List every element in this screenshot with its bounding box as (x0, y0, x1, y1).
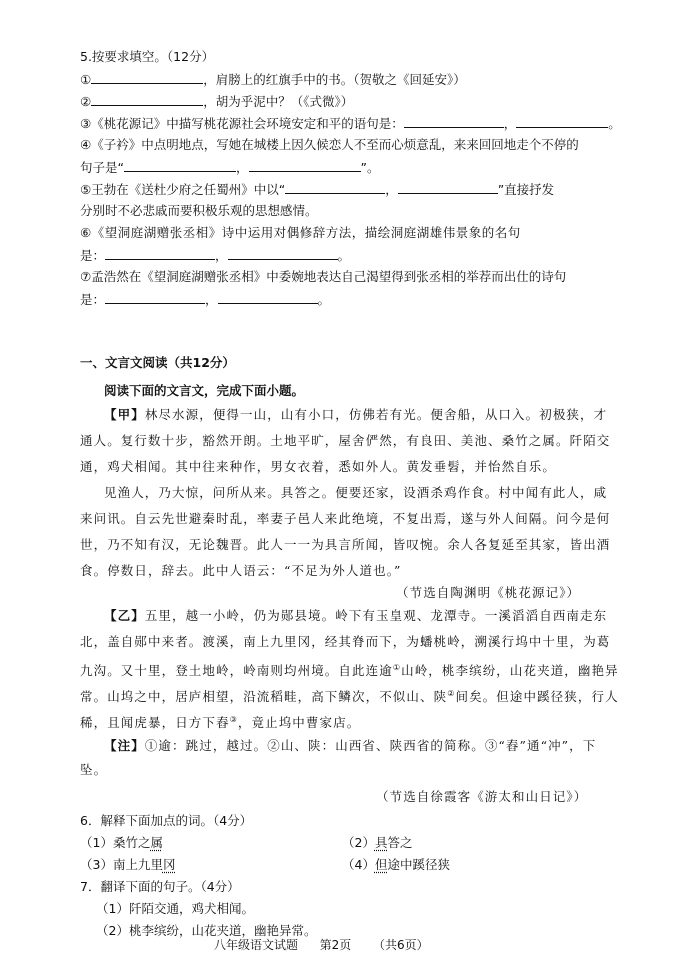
q5-item-1 (80, 70, 466, 89)
passage-jia-source: （节选自陶渊明《桃花源记》） (396, 585, 581, 600)
q6-item-text: （3）南上九里 (80, 857, 163, 872)
q5-item-1-number: ① (80, 72, 92, 87)
passage-yi-text: 间矣。但途中蹊径狭，行人 (455, 689, 619, 705)
period: 。 (337, 248, 351, 263)
section-heading: 一、文言文阅读（共12分） (80, 355, 235, 370)
dotted-word: 冈 (162, 857, 176, 872)
q6-item-2 (342, 834, 412, 852)
q6-item-text: 答之 (387, 835, 413, 850)
q5-item-2 (80, 92, 353, 111)
dotted-word: 具 (374, 835, 388, 850)
dotted-word: 但 (374, 857, 388, 872)
passage-jia-line: 通，鸡犬相闻。其中往来种作，男女衣着，悉如外人。黄发垂髫，并怡然自乐。 (80, 459, 557, 474)
q6-item-text: （1）桑竹之 (80, 835, 151, 850)
footer-total-pages: （共6页） (372, 938, 429, 952)
passage-jia-line (104, 406, 607, 424)
passage-jia-line: 来问讯。自云先世避秦时乱，率妻子邑人来此绝境，不复出焉，遂与外人间隔。问今是何 (80, 511, 611, 526)
footnote-marker: ① (392, 663, 402, 672)
q5-item-6-line1: ⑥《望洞庭湖赠张丞相》诗中运用对偶修辞方法，描绘洞庭湖雄伟景象的名句 (80, 225, 521, 240)
q5-item-7-line2 (80, 290, 330, 309)
q7-sentence-1: （1）阡陌交通，鸡犬相闻。 (96, 901, 254, 916)
q5-item-7-prefix: 是： (80, 292, 106, 307)
passage-yi-line (80, 711, 360, 732)
answer-blank[interactable] (404, 114, 504, 128)
passage-yi-text: ，竟止坞中曹家店。 (237, 715, 361, 731)
passage-yi-text: 五里，越一小岭，仍为郧县境。岭下有玉皇观、龙潭寺。一溪滔滔自西南走东 (144, 608, 608, 623)
q5-item-2-text: ，胡为乎泥中？（《式微》） (203, 94, 354, 109)
period: 。 (317, 292, 331, 307)
passage-yi-line (80, 659, 619, 680)
notes-line: 坠。 (80, 762, 108, 777)
passage-yi-label: 【乙】 (104, 608, 145, 623)
q5-item-4-line1: ④《子衿》中点明地点，写她在城楼上因久候恋人不至而心烦意乱，来来回回地走个不停的 (80, 137, 579, 152)
answer-blank[interactable] (285, 180, 385, 194)
q5-item-7-line1: ⑦孟浩然在《望洞庭湖赠张丞相》中委婉地表达自己渴望得到张丞相的举荐而出仕的诗句 (80, 269, 567, 284)
answer-blank[interactable] (105, 246, 215, 260)
q5-item-4-line2 (80, 158, 379, 177)
comma: ， (235, 160, 249, 175)
passage-yi-source: （节选自徐霞客《游太和山日记》） (376, 789, 588, 804)
answer-blank[interactable] (91, 70, 203, 84)
q6-item-text: （2） (342, 835, 375, 850)
footer-subject: 八年级语文试题 (214, 938, 299, 952)
period: 。 (608, 116, 621, 131)
q6-item-1 (80, 834, 163, 852)
answer-blank[interactable] (228, 246, 338, 260)
notes-line (104, 737, 596, 755)
passage-jia-line: 通人。复行数十步，豁然开朗。土地平旷，屋舍俨然，有良田、美池、桑竹之属。阡陌交 (80, 433, 611, 448)
answer-blank[interactable] (105, 290, 205, 304)
q5-item-5-line2: 分别时不必悲戚而要积极乐观的思想感情。 (80, 203, 318, 218)
passage-jia-line: 世，乃不知有汉，无论魏晋。此人一一为具言所闻，皆叹惋。余人各复延至其家，皆出酒 (80, 537, 611, 552)
q7-sentence-2: （2）桃李缤纷，山花夹道，幽艳异常。 (96, 923, 317, 938)
q6-item-text: 途中蹊径狭 (387, 857, 450, 872)
q5-item-3-text: ③《桃花源记》中描写桃花源社会环境安定和平的语句是： (80, 116, 404, 131)
notes-label: 【注】 (104, 738, 145, 753)
footnote-marker: ③ (229, 715, 238, 724)
notes-text: ①逾：跳过，越过。②山、陕：山西省、陕西省的简称。③“舂”通“冲”，下 (144, 738, 597, 753)
q5-item-5-line1 (80, 180, 554, 199)
page-footer (214, 936, 429, 954)
footer-page-number: 第2页 (319, 938, 352, 952)
answer-blank[interactable] (249, 158, 361, 172)
passage-yi-line (104, 607, 607, 625)
q5-item-1-text: ，肩膀上的红旗手中的书。（贺敬之《回延安》） (203, 72, 466, 87)
comma: ， (205, 292, 218, 307)
passage-yi-line: 北，盖自郧中来者。渡溪，南上九里冈，经其脊而下，为蟠桃岭，溯溪行坞中十里，为葛 (80, 634, 611, 649)
answer-blank[interactable] (218, 290, 318, 304)
passage-yi-text: 九沟。又十里，登土地岭，岭南则均州境。自此连逾 (80, 663, 393, 679)
q5-item-5-prefix: ⑤王勃在《送杜少府之任蜀州》中以“ (80, 182, 286, 197)
comma: ， (385, 182, 398, 197)
passage-yi-line (80, 685, 619, 706)
footnote-marker: ② (447, 689, 456, 698)
comma: ， (503, 116, 517, 131)
comma: ， (215, 248, 228, 263)
q6-item-3 (80, 856, 175, 874)
answer-blank[interactable] (91, 92, 203, 106)
q6-title: 6．解释下面加点的词。（4分） (80, 813, 253, 828)
q5-item-4-end: ”。 (360, 160, 380, 175)
q5-item-5-end: ”直接抒发 (497, 182, 555, 197)
q6-item-text: （4） (342, 857, 375, 872)
passage-jia-line: 食。停数日，辞去。此中人语云：“不足为外人道也。” (80, 563, 402, 578)
passage-yi-text: 稀，且闻虎暴，日方下舂 (80, 715, 230, 731)
q5-item-4-prefix: 句子是“ (80, 160, 124, 175)
q6-item-4 (342, 856, 450, 874)
q5-item-6-line2 (80, 246, 350, 265)
answer-blank[interactable] (398, 180, 498, 194)
q5-item-3 (80, 114, 621, 133)
q5-item-2-number: ② (80, 94, 92, 109)
answer-blank[interactable] (516, 114, 608, 128)
q7-title: 7．翻译下面的句子。（4分） (80, 879, 240, 894)
passage-yi-text: 常。山坞之中，居庐相望，沿流稻畦，高下鳞次，不似山、陕 (80, 689, 448, 705)
answer-blank[interactable] (124, 158, 236, 172)
passage-jia-text: 林尽水源，便得一山，山有小口，仿佛若有光。便舍船，从口入。初极狭，才 (144, 407, 608, 422)
dotted-word: 属 (150, 835, 163, 850)
passage-jia-label: 【甲】 (104, 407, 145, 422)
section-instruction: 阅读下面的文言文，完成下面小题。 (104, 383, 305, 398)
passage-yi-text: 山岭，桃李缤纷，山花夹道，幽艳异 (401, 663, 619, 679)
passage-jia-line: 见渔人，乃大惊，问所从来。具答之。便要还家，设酒杀鸡作食。村中闻有此人，咸 (104, 485, 608, 500)
q5-title: 5.按要求填空。（12分） (80, 49, 215, 64)
q5-item-6-prefix: 是： (80, 248, 106, 263)
